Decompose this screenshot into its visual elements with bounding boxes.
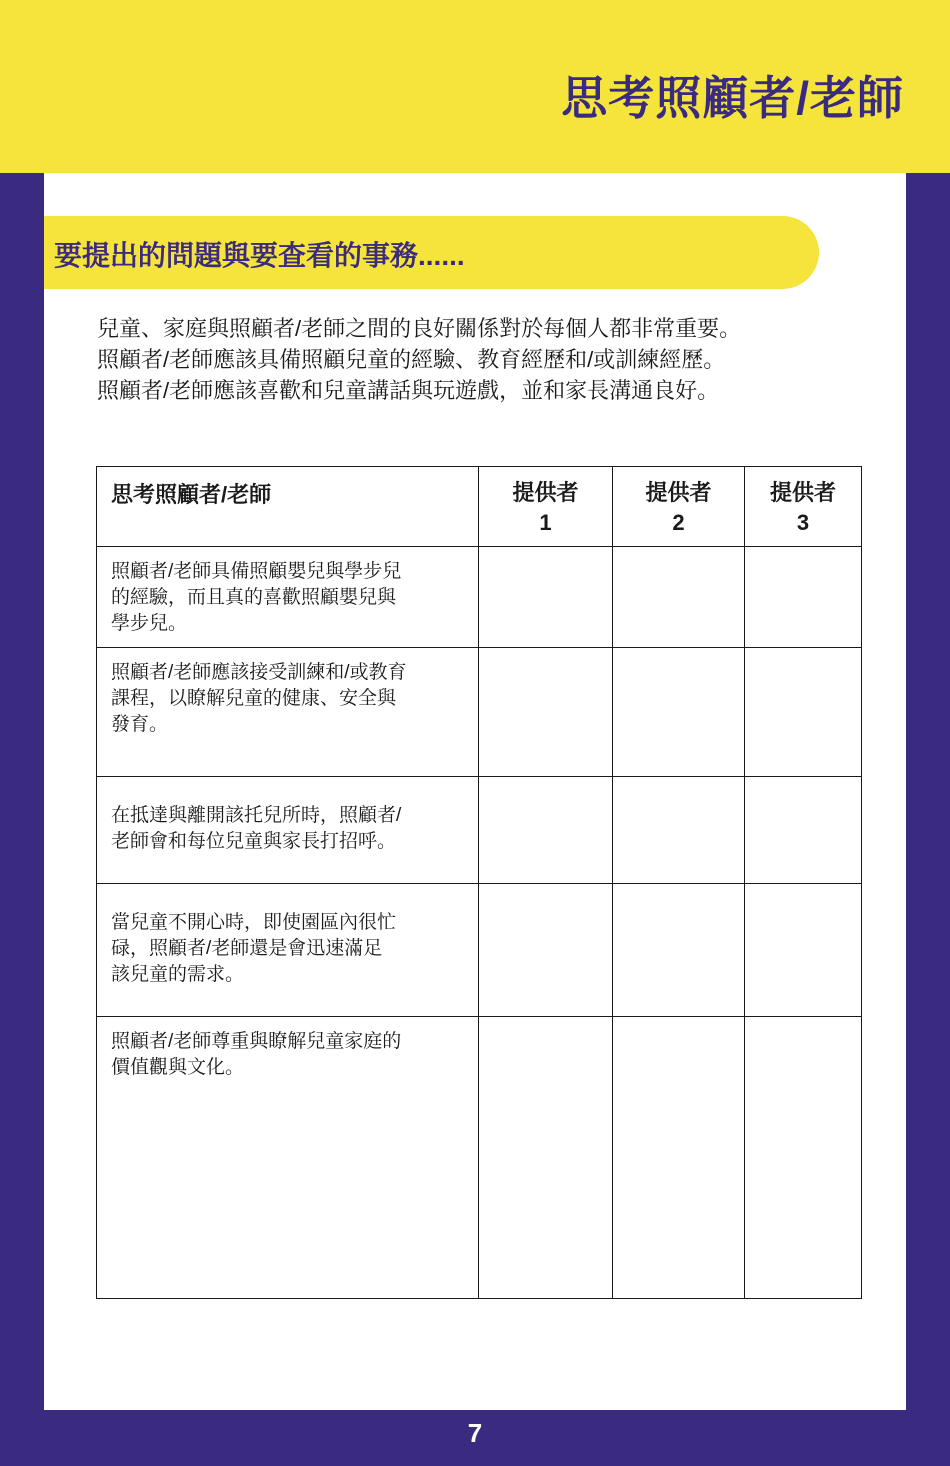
question-line: 當兒童不開心時，即使園區內很忙	[111, 912, 397, 933]
column-header-provider-2	[613, 467, 745, 547]
page-title: 思考照顧者/老師	[561, 72, 904, 124]
table-row	[97, 648, 862, 777]
question-line: 老師會和每位兒童與家長打招呼。	[111, 831, 397, 852]
header-band	[0, 0, 950, 173]
question-line: 照顧者/老師應該接受訓練和/或教育	[111, 662, 407, 683]
section-banner	[44, 216, 819, 289]
intro-line: 照顧者/老師應該喜歡和兒童講話與玩遊戲，並和家長溝通良好。	[97, 378, 720, 403]
provider-2-answer-cell[interactable]	[613, 648, 745, 777]
question-line: 該兒童的需求。	[111, 964, 245, 985]
question-line: 發育。	[111, 714, 169, 735]
table-row	[97, 547, 862, 648]
question-cell	[97, 1017, 479, 1299]
column-header-topic: 思考照顧者/老師	[97, 467, 479, 547]
table-header-row	[97, 467, 862, 547]
provider-3-answer-cell[interactable]	[745, 777, 862, 884]
provider-3-answer-cell[interactable]	[745, 547, 862, 648]
provider-label: 提供者	[769, 480, 836, 505]
question-line: 碌，照顧者/老師還是會迅速滿足	[111, 938, 383, 959]
provider-2-answer-cell[interactable]	[613, 884, 745, 1017]
section-heading: 要提出的問題與要查看的事務......	[54, 240, 465, 271]
question-line: 照顧者/老師尊重與瞭解兒童家庭的	[111, 1031, 402, 1052]
table-row	[97, 777, 862, 884]
table-row	[97, 1017, 862, 1299]
provider-1-answer-cell[interactable]	[479, 884, 613, 1017]
provider-1-answer-cell[interactable]	[479, 1017, 613, 1299]
intro-line: 兒童、家庭與照顧者/老師之間的良好關係對於每個人都非常重要。	[97, 316, 742, 341]
question-line: 的經驗，而且真的喜歡照顧嬰兒與	[111, 587, 397, 608]
provider-number: 2	[672, 510, 685, 535]
table-row	[97, 884, 862, 1017]
provider-label: 提供者	[645, 480, 712, 505]
provider-2-answer-cell[interactable]	[613, 777, 745, 884]
provider-1-answer-cell[interactable]	[479, 547, 613, 648]
provider-1-answer-cell[interactable]	[479, 777, 613, 884]
question-cell	[97, 884, 479, 1017]
question-line: 價值觀與文化。	[111, 1057, 245, 1078]
checklist-table	[96, 466, 862, 1299]
question-line: 學步兒。	[111, 613, 188, 634]
question-cell	[97, 777, 479, 884]
provider-number: 3	[796, 510, 810, 535]
column-header-provider-3	[745, 467, 862, 547]
question-line: 照顧者/老師具備照顧嬰兒與學步兒	[111, 561, 402, 582]
intro-line: 照顧者/老師應該具備照顧兒童的經驗、教育經歷和/或訓練經歷。	[97, 347, 726, 372]
provider-3-answer-cell[interactable]	[745, 1017, 862, 1299]
question-line: 在抵達與離開該托兒所時，照顧者/	[111, 805, 402, 826]
content-panel	[44, 173, 906, 1410]
provider-3-answer-cell[interactable]	[745, 884, 862, 1017]
question-line: 課程，以瞭解兒童的健康、安全與	[111, 688, 397, 709]
provider-number: 1	[539, 510, 552, 535]
provider-2-answer-cell[interactable]	[613, 547, 745, 648]
provider-3-answer-cell[interactable]	[745, 648, 862, 777]
provider-label: 提供者	[512, 480, 579, 505]
provider-1-answer-cell[interactable]	[479, 648, 613, 777]
provider-2-answer-cell[interactable]	[613, 1017, 745, 1299]
question-cell	[97, 648, 479, 777]
page-number: 7	[467, 1418, 483, 1448]
column-header-provider-1	[479, 467, 613, 547]
intro-text	[97, 313, 897, 406]
question-cell	[97, 547, 479, 648]
